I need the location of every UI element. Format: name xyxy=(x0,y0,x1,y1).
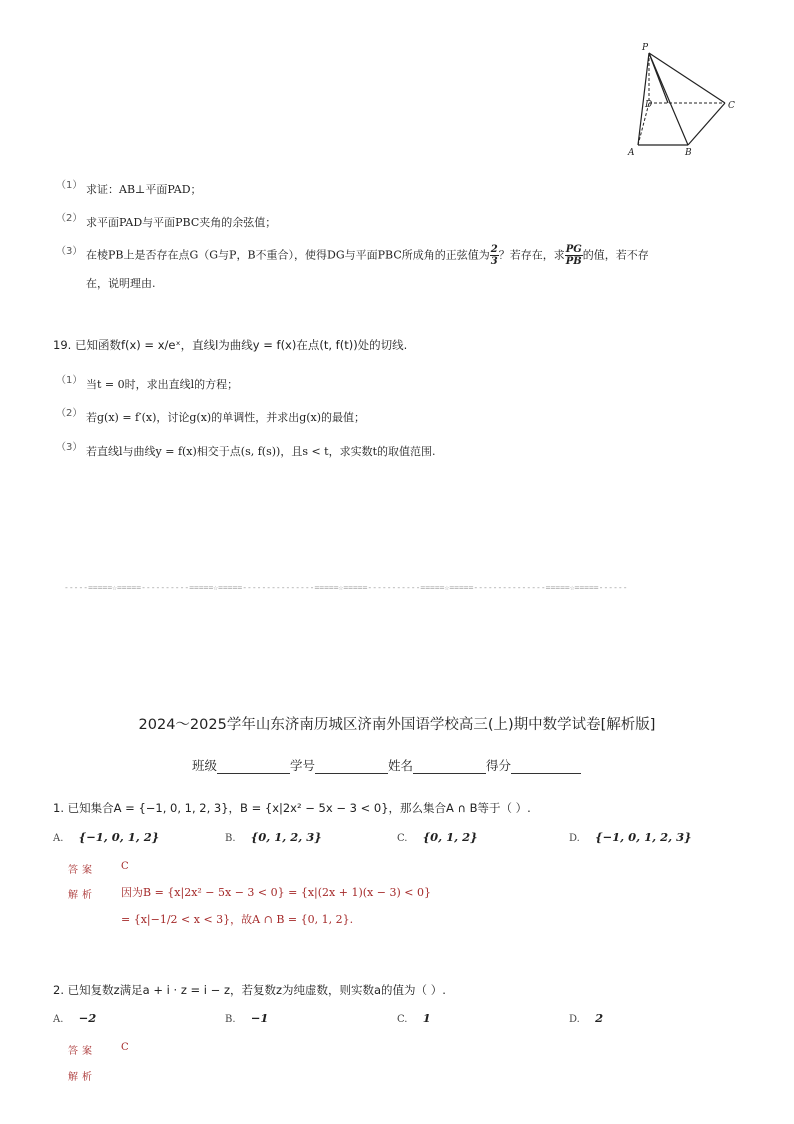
q1-option-c[interactable]: C. {0, 1, 2} xyxy=(397,830,478,844)
q18-part1-text: 求证：AB⊥平面PAD； xyxy=(86,183,202,196)
q18-part3-text-c: 的值，若不存 xyxy=(582,248,649,262)
q18-part3-text-b: ？若存在，求 xyxy=(498,248,565,262)
q1-solution-line2: = {x|−1/2 < x < 3}，故A ∩ B = {0, 1, 2}. xyxy=(121,913,354,926)
field-class-label: 班级 xyxy=(192,758,218,773)
field-score-label: 得分 xyxy=(486,758,512,773)
q2-option-a[interactable]: A. −2 xyxy=(53,1011,97,1025)
q1-option-b[interactable]: B. {0, 1, 2, 3} xyxy=(225,830,322,844)
label-b: B xyxy=(685,148,692,158)
q1-answer-value: C xyxy=(121,861,129,872)
q19-part3-text: 若直线l与曲线y = f(x)相交于点(s, f(s))，且s < t，求实数t的取值范围. xyxy=(86,445,436,458)
q18-part1-num: （1） xyxy=(56,180,83,191)
fraction-pg-pb: $\frac{PG}{PB}$ xyxy=(565,244,582,267)
fraction-two-thirds: $\frac{2}{3}$ xyxy=(490,244,498,267)
q1-solution-label: 解析 xyxy=(68,890,96,901)
q19-part2-text: 若g(x) = f′(x)，讨论g(x)的单调性，并求出g(x)的最值； xyxy=(86,411,366,424)
label-c: C xyxy=(728,101,735,111)
pyramid-figure xyxy=(618,40,748,160)
info-fields xyxy=(192,756,581,774)
label-d: D xyxy=(645,100,653,110)
q2-answer-label: 答案 xyxy=(68,1046,96,1057)
q18-part3-text-a: 在棱PB上是否存在点G（G与P，B不重合），使得DG与平面PBC所成角的正弦值为 xyxy=(86,248,490,262)
q18-part3-line1 xyxy=(86,244,649,267)
q2-option-b[interactable]: B. −1 xyxy=(225,1011,269,1025)
q2-answer-value: C xyxy=(121,1042,129,1053)
field-name-label: 姓名 xyxy=(388,758,414,773)
q2-solution-label: 解析 xyxy=(68,1072,96,1083)
q19-part2-num: （2） xyxy=(56,408,83,419)
q18-part2-num: （2） xyxy=(56,213,83,224)
field-class-blank[interactable] xyxy=(217,761,290,774)
field-id-blank[interactable] xyxy=(315,761,388,774)
q2-option-d[interactable]: D. 2 xyxy=(569,1011,604,1025)
field-score-blank[interactable] xyxy=(511,761,581,774)
q1-option-d[interactable]: D. {−1, 0, 1, 2, 3} xyxy=(569,830,692,844)
section-divider: -----=====☆=====----------=====☆=====---------------=====☆=====-----------=====☆=====---------------=====☆=====------ xyxy=(64,583,628,592)
field-id-label: 学号 xyxy=(290,758,316,773)
q2-option-c[interactable]: C. 1 xyxy=(397,1011,431,1025)
label-p: P xyxy=(642,43,649,53)
q1-option-a[interactable]: A. {−1, 0, 1, 2} xyxy=(53,830,160,844)
q19-part1-text: 当t = 0时，求出直线l的方程； xyxy=(86,378,239,391)
label-a: A xyxy=(628,148,635,158)
field-name-blank[interactable] xyxy=(413,761,486,774)
q19-part1-num: （1） xyxy=(56,375,83,386)
q18-part3-line2: 在，说明理由. xyxy=(86,277,156,290)
q1-stem: 1. 已知集合A = {−1, 0, 1, 2, 3}，B = {x|2x² − 5x − 3 < 0}，那么集合A ∩ B等于（ ）. xyxy=(53,801,531,815)
q2-stem: 2. 已知复数z满足a + i · z = i − z，若复数z为纯虚数，则实数a的值为（ ）. xyxy=(53,983,446,997)
q19-stem: 19. 已知函数f(x) = x/eˣ，直线l为曲线y = f(x)在点(t, f(t))处的切线. xyxy=(53,338,408,352)
page-title: 2024～2025学年山东济南历城区济南外国语学校高三(上)期中数学试卷[解析版] xyxy=(138,717,656,733)
q18-part3-num: （3） xyxy=(56,246,83,257)
q1-answer-label: 答案 xyxy=(68,865,96,876)
q19-part3-num: （3） xyxy=(56,442,83,453)
q1-solution-line1: 因为B = {x|2x² − 5x − 3 < 0} = {x|(2x + 1)(x − 3) < 0} xyxy=(121,886,431,899)
q18-part2-text: 求平面PAD与平面PBC夹角的余弦值； xyxy=(86,216,277,229)
